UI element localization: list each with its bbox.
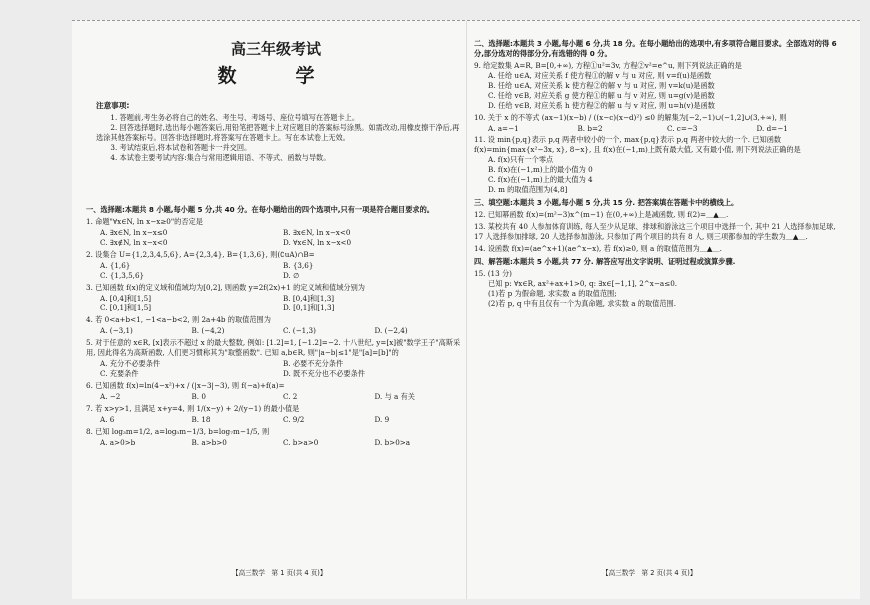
note-item: 3. 考试结束后,将本试卷和答题卡一并交回。 <box>110 143 252 153</box>
options <box>488 155 846 195</box>
question-stem: 3. 已知函数 f(x)的定义域和值域均为[0,2], 则函数 y=2f(2x)+1 的定义域和值域分别为 <box>86 282 365 292</box>
options <box>100 359 466 379</box>
question-6 <box>86 381 466 402</box>
option: D. ∀x∈N, ln x−x<0 <box>283 237 352 247</box>
option: A. −2 <box>100 391 121 401</box>
question-7 <box>86 404 466 425</box>
notes-block <box>96 101 464 163</box>
option: C. {1,3,5,6} <box>100 270 145 280</box>
option: D. 与 a 有关 <box>374 391 415 401</box>
options <box>100 438 466 448</box>
question-stem: 2. 设集合 U={1,2,3,4,5,6}, A={2,3,4}, B={1,3,6}, 则(∁uA)∩B= <box>86 249 315 259</box>
option: A. 6 <box>100 414 115 424</box>
options <box>100 261 466 281</box>
option: B. f(x)在(−1,m)上的最小值为 0 <box>488 165 593 175</box>
option: D. d=−1 <box>756 123 788 133</box>
option: C. f(x)在(−1,m)上的最大值为 4 <box>488 175 593 185</box>
question-number: 15. (13 分) <box>474 268 512 278</box>
question-stem: 9. 给定数集 A=R, B=[0,+∞), 方程①u²=3v, 方程②v²=e^u, 则下列说法正确的是 <box>474 60 742 70</box>
option: C. 9/2 <box>283 414 305 424</box>
option: A. [0,4]和[1,5] <box>100 293 152 303</box>
option: C. b>a>0 <box>283 437 319 447</box>
question-9 <box>474 61 846 111</box>
question-part: (1)若 p 为假命题, 求实数 a 的取值范围; <box>488 288 617 298</box>
note-item: 1. 答题前,考生务必将自己的姓名、考生号、考场号、座位号填写在答题卡上。 <box>110 113 360 123</box>
footer-right: 【高三数学 第 2 页(共 4 页)】 <box>602 569 697 577</box>
option: D. (−2,4) <box>374 326 408 336</box>
question-8 <box>86 427 466 448</box>
question-stem: 11. 设 min{p,q}表示 p,q 两者中较小的一个, max{p,q}表示 p,q 两者中较大的一个. 已知函数 f(x)=min{max{x²−3x, x}, 8−x}, 且 f(x)在(−1,m)上既有最大值, 又有最小值, 则下列说法正确的是 <box>474 135 801 155</box>
question-14: 14. 设函数 f(x)=(ae^x+1)(ae^x−x), 若 f(x)≥0, 则 a 的取值范围为＿▲＿. <box>474 243 722 253</box>
option: D. [0,1]和[1,3] <box>283 303 335 313</box>
question-15 <box>474 269 846 309</box>
options <box>488 124 846 134</box>
option: B. 任给 u∈A, 对应关系 k 使方程②的解 v 与 u 对应, 则 v=k(u)是函数 <box>488 80 715 90</box>
options <box>100 326 466 336</box>
option: D. ∅ <box>283 270 300 280</box>
options <box>100 294 466 314</box>
option: C. (−1,3) <box>283 326 316 336</box>
option: B. [0,4]和[1,3] <box>283 293 335 303</box>
option: A. f(x)只有一个零点 <box>488 155 554 165</box>
question-10 <box>474 113 846 134</box>
option: B. (−4,2) <box>191 326 225 336</box>
footer-left: 【高三数学 第 1 页(共 4 页)】 <box>232 569 327 577</box>
subject-title: 数 学 <box>217 65 335 87</box>
question-stem: 4. 若 0<a+b<1, −1<a−b<2, 则 2a+4b 的取值范围为 <box>86 315 271 325</box>
option: D. 9 <box>374 414 390 424</box>
question-5 <box>86 338 466 379</box>
question-stem: 5. 对于任意的 x∈R, [x]表示不超过 x 的最大整数, 例如: [1.2]=1, [−1.2]=−2. 十八世纪, y=[x]被"数学王子"高斯采用, 因此得名为高斯函数, 人们更习惯称其为"取整函数". 已知 a,b∈R, 则"|a−b|≤1"是"[a]=[b]"的 <box>86 338 461 358</box>
exam-sheet <box>72 20 860 599</box>
option: B. 0 <box>191 391 206 401</box>
option: B. 必要不充分条件 <box>283 359 344 369</box>
option: B. a>b>0 <box>191 437 227 447</box>
options <box>100 228 466 248</box>
question-stem: 1. 命题"∀x∈N, ln x−x≥0"的否定是 <box>86 216 203 226</box>
options <box>488 71 846 111</box>
note-item: 4. 本试卷主要考试内容:集合与常用逻辑用语、不等式、函数与导数。 <box>110 153 331 163</box>
options <box>100 415 466 425</box>
question-13: 13. 某校共有 40 人参加体育训练, 每人至少从足球、排球和游泳这三个项目中选择一个, 其中 21 人选择参加足球, 17 人选择参加排球, 20 人选择参加游泳, 只参加了两个项目的共有 8 人, 则三项都参加的学生数为＿▲＿. <box>474 221 836 241</box>
question-11 <box>474 135 846 195</box>
note-item: 2. 回答选择题时,选出每小题答案后,用铅笔把答题卡上对应题目的答案标号涂黑。如需改动,用橡皮擦干净后,再选涂其他答案标号。回答非选择题时,将答案写在答题卡上。写在本试卷上无效。 <box>96 123 460 143</box>
page-fold-divider <box>466 21 467 599</box>
option: A. {1,6} <box>100 260 131 270</box>
question-stem: 8. 已知 log₃m=1/2, a=log₅m−1/3, b=log₇m−1/5, 则 <box>86 426 270 436</box>
option: B. ∃x∈N, ln x−x<0 <box>283 227 351 237</box>
option: C. [0,1]和[1,5] <box>100 303 152 313</box>
option: B. b=2 <box>577 123 603 133</box>
option: B. 18 <box>191 414 211 424</box>
question-stem: 7. 若 x>y>1, 且满足 x+y=4, 则 1/(x−y) + 2/(y−1) 的最小值是 <box>86 403 300 413</box>
question-stem: 6. 已知函数 f(x)=ln(4−x²)+x / (|x−3|−3), 则 f(−a)+f(a)= <box>86 381 285 390</box>
option: A. ∃x∈N, ln x−x≤0 <box>100 227 168 237</box>
section1 <box>86 205 466 448</box>
option: D. 既不充分也不必要条件 <box>283 369 365 379</box>
option: B. {3,6} <box>283 260 314 270</box>
option: A. a>0>b <box>100 437 136 447</box>
option: C. 2 <box>283 391 298 401</box>
question-12: 12. 已知幂函数 f(x)=(m²−3)x^(m−1) 在(0,+∞)上是减函数, 则 f(2)=＿▲＿. <box>474 210 729 219</box>
section1-heading: 一、选择题:本题共 8 小题,每小题 5 分,共 40 分。在每小题给出的四个选项中,只有一项是符合题目要求的。 <box>86 205 434 214</box>
option: C. 充要条件 <box>100 369 139 379</box>
question-1 <box>86 217 466 248</box>
question-stem: 已知 p: ∀x∈R, ax²+ax+1>0, q: ∃x∈[−1,1], 2^x−a≤0. <box>488 278 678 288</box>
question-part: (2)若 p, q 中有且仅有一个为真命题, 求实数 a 的取值范围. <box>488 298 676 308</box>
question-4 <box>86 315 466 336</box>
option: A. (−3,1) <box>100 326 133 336</box>
option: A. a=−1 <box>488 123 519 133</box>
option: C. ∃x∉N, ln x−x<0 <box>100 237 168 247</box>
option: D. b>0>a <box>374 437 411 447</box>
question-2 <box>86 250 466 281</box>
question-3 <box>86 283 466 314</box>
notes-heading: 注意事项: <box>96 101 130 110</box>
option: D. m 的取值范围为(4,8] <box>488 185 568 195</box>
section2-heading: 二、选择题:本题共 3 小题,每小题 6 分,共 18 分。在每小题给出的选项中,有多项符合题目要求。全部选对的得 6 分,部分选对的得部分分,有选错的得 0 分。 <box>474 39 837 58</box>
section3-heading: 三、填空题:本题共 3 小题,每小题 5 分,共 15 分. 把答案填在答题卡中的横线上。 <box>474 198 739 208</box>
option: A. 充分不必要条件 <box>100 359 161 369</box>
options <box>100 392 466 402</box>
exam-title: 高三年级考试 <box>230 40 321 58</box>
question-stem: 10. 关于 x 的不等式 (ax−1)(x−b) / ((x−c)(x−d)²) ≤0 的解集为[−2,−1)∪(−1,2]∪(3,+∞), 则 <box>474 112 787 122</box>
section4-heading: 四、解答题:本题共 5 小题,共 77 分. 解答应写出文字说明、证明过程或演算步骤. <box>474 256 736 266</box>
option: C. c=−3 <box>667 123 698 133</box>
option: A. 任给 u∈A, 对应关系 f 使方程①的解 v 与 u 对应, 则 v=f(u)是函数 <box>488 70 712 80</box>
option: D. 任给 v∈B, 对应关系 h 使方程②的解 u 与 v 对应, 则 u=h(v)是函数 <box>488 100 715 110</box>
option: C. 任给 v∈B, 对应关系 g 使方程①的解 u 与 v 对应, 则 u=g(v)是函数 <box>488 90 715 100</box>
